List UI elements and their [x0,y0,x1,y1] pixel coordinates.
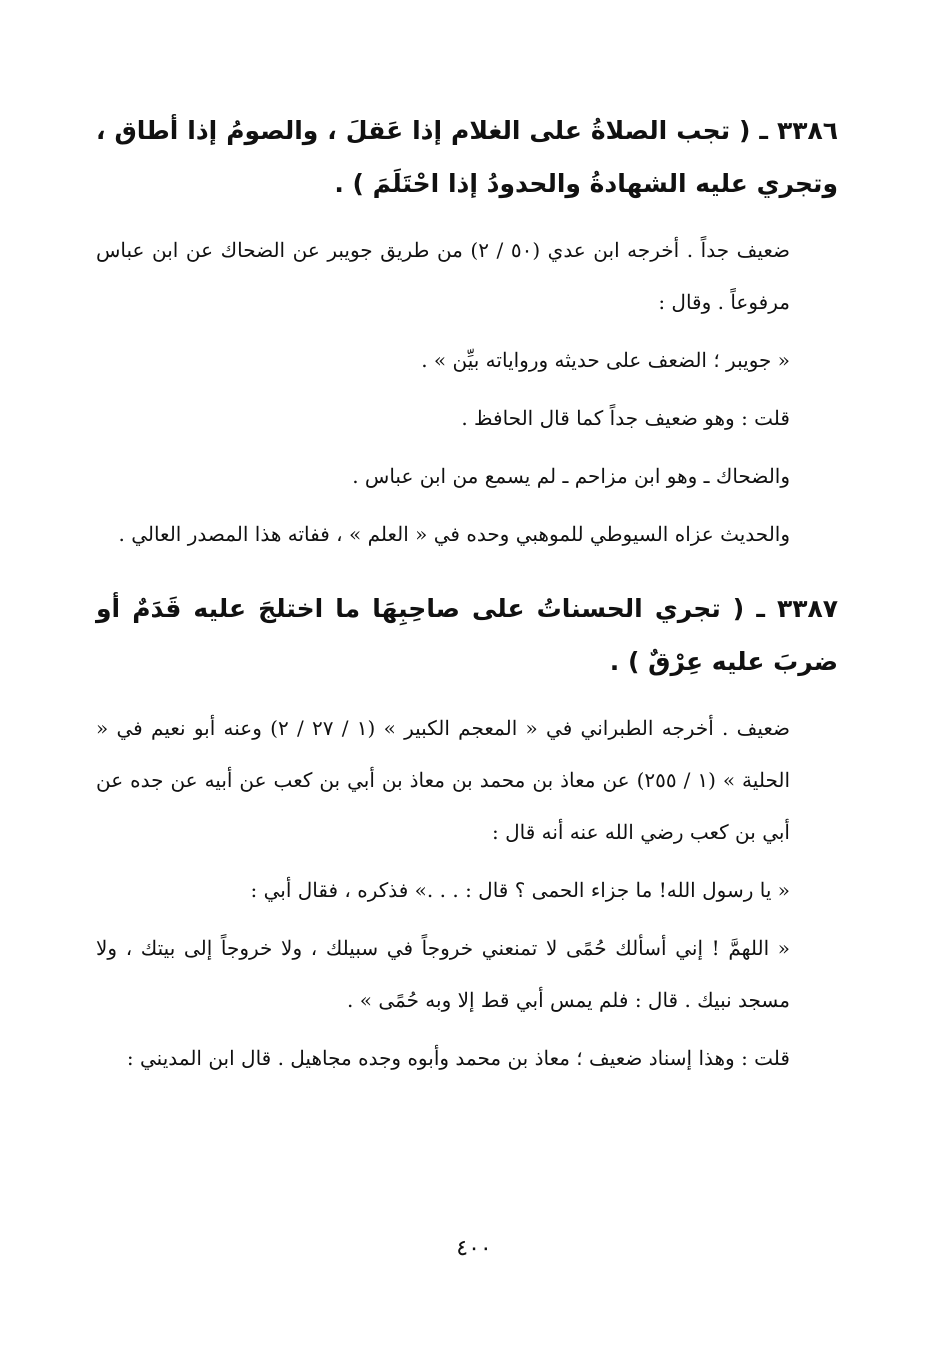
hadith-3386-grading: ضعيف جداً . أخرجه ابن عدي (٥٠ / ٢) من طريق جويبر عن الضحاك عن ابن عباس مرفوعاً . وقال : [96,238,790,314]
hadith-3387-grading: ضعيف . أخرجه الطبراني في « المعجم الكبير » (١ / ٢٧ / ٢) وعنه أبو نعيم في « الحلية » (١ / ٢٥٥) عن معاذ بن محمد بن معاذ بن أبي بن كعب عن أبيه عن جده عن أبي بن كعب رضي الله عنه أنه قال : [96,716,791,844]
page-number: ٤٠٠ [456,1236,492,1261]
hadith-3386-attribution: والحديث عزاه السيوطي للموهبي وحده في « العلم » ، ففاته هذا المصدر العالي . [118,522,790,546]
hadith-3387-quote-2: « اللهمَّ ! إني أسألك حُمًى لا تمنعني خروجاً في سبيلك ، ولا خروجاً إلى بيتك ، ولا مسجد نبيك . قال : فلم يمس أبي قط إلا وبه حُمًى » . [96,936,791,1012]
hadith-3386-narrator-note: والضحاك ـ وهو ابن مزاحم ـ لم يسمع من ابن عباس . [352,464,790,488]
page-body [96,104,838,1084]
hadith-3386-quote: « جويبر ؛ الضعف على حديثه وروایاته بيِّن » . [421,348,790,372]
hadith-3387-quote-1: « يا رسول الله! ما جزاء الحمى ؟ قال : . . .» فذكره ، فقال أبي : [250,878,790,902]
hadith-3387-comment: قلت : وهذا إسناد ضعيف ؛ معاذ بن محمد وأبوه وجده مجاهيل . قال ابن المديني : [126,1046,790,1070]
hadith-3387-heading: ٣٣٨٧ ـ ( تجري الحسناتُ على صاحِبِهَا ما اختلجَ عليه قَدَمٌ أو ضربَ عليه عِرْقٌ ) . [96,594,838,676]
hadith-3386-heading: ٣٣٨٦ ـ ( تجب الصلاةُ على الغلام إذا عَقلَ ، والصومُ إذا أطاق ، وتجري عليه الشهادةُ والحدودُ إذا احْتَلَمَ ) . [96,116,838,198]
hadith-3386-comment: قلت : وهو ضعيف جداً كما قال الحافظ . [461,406,790,430]
